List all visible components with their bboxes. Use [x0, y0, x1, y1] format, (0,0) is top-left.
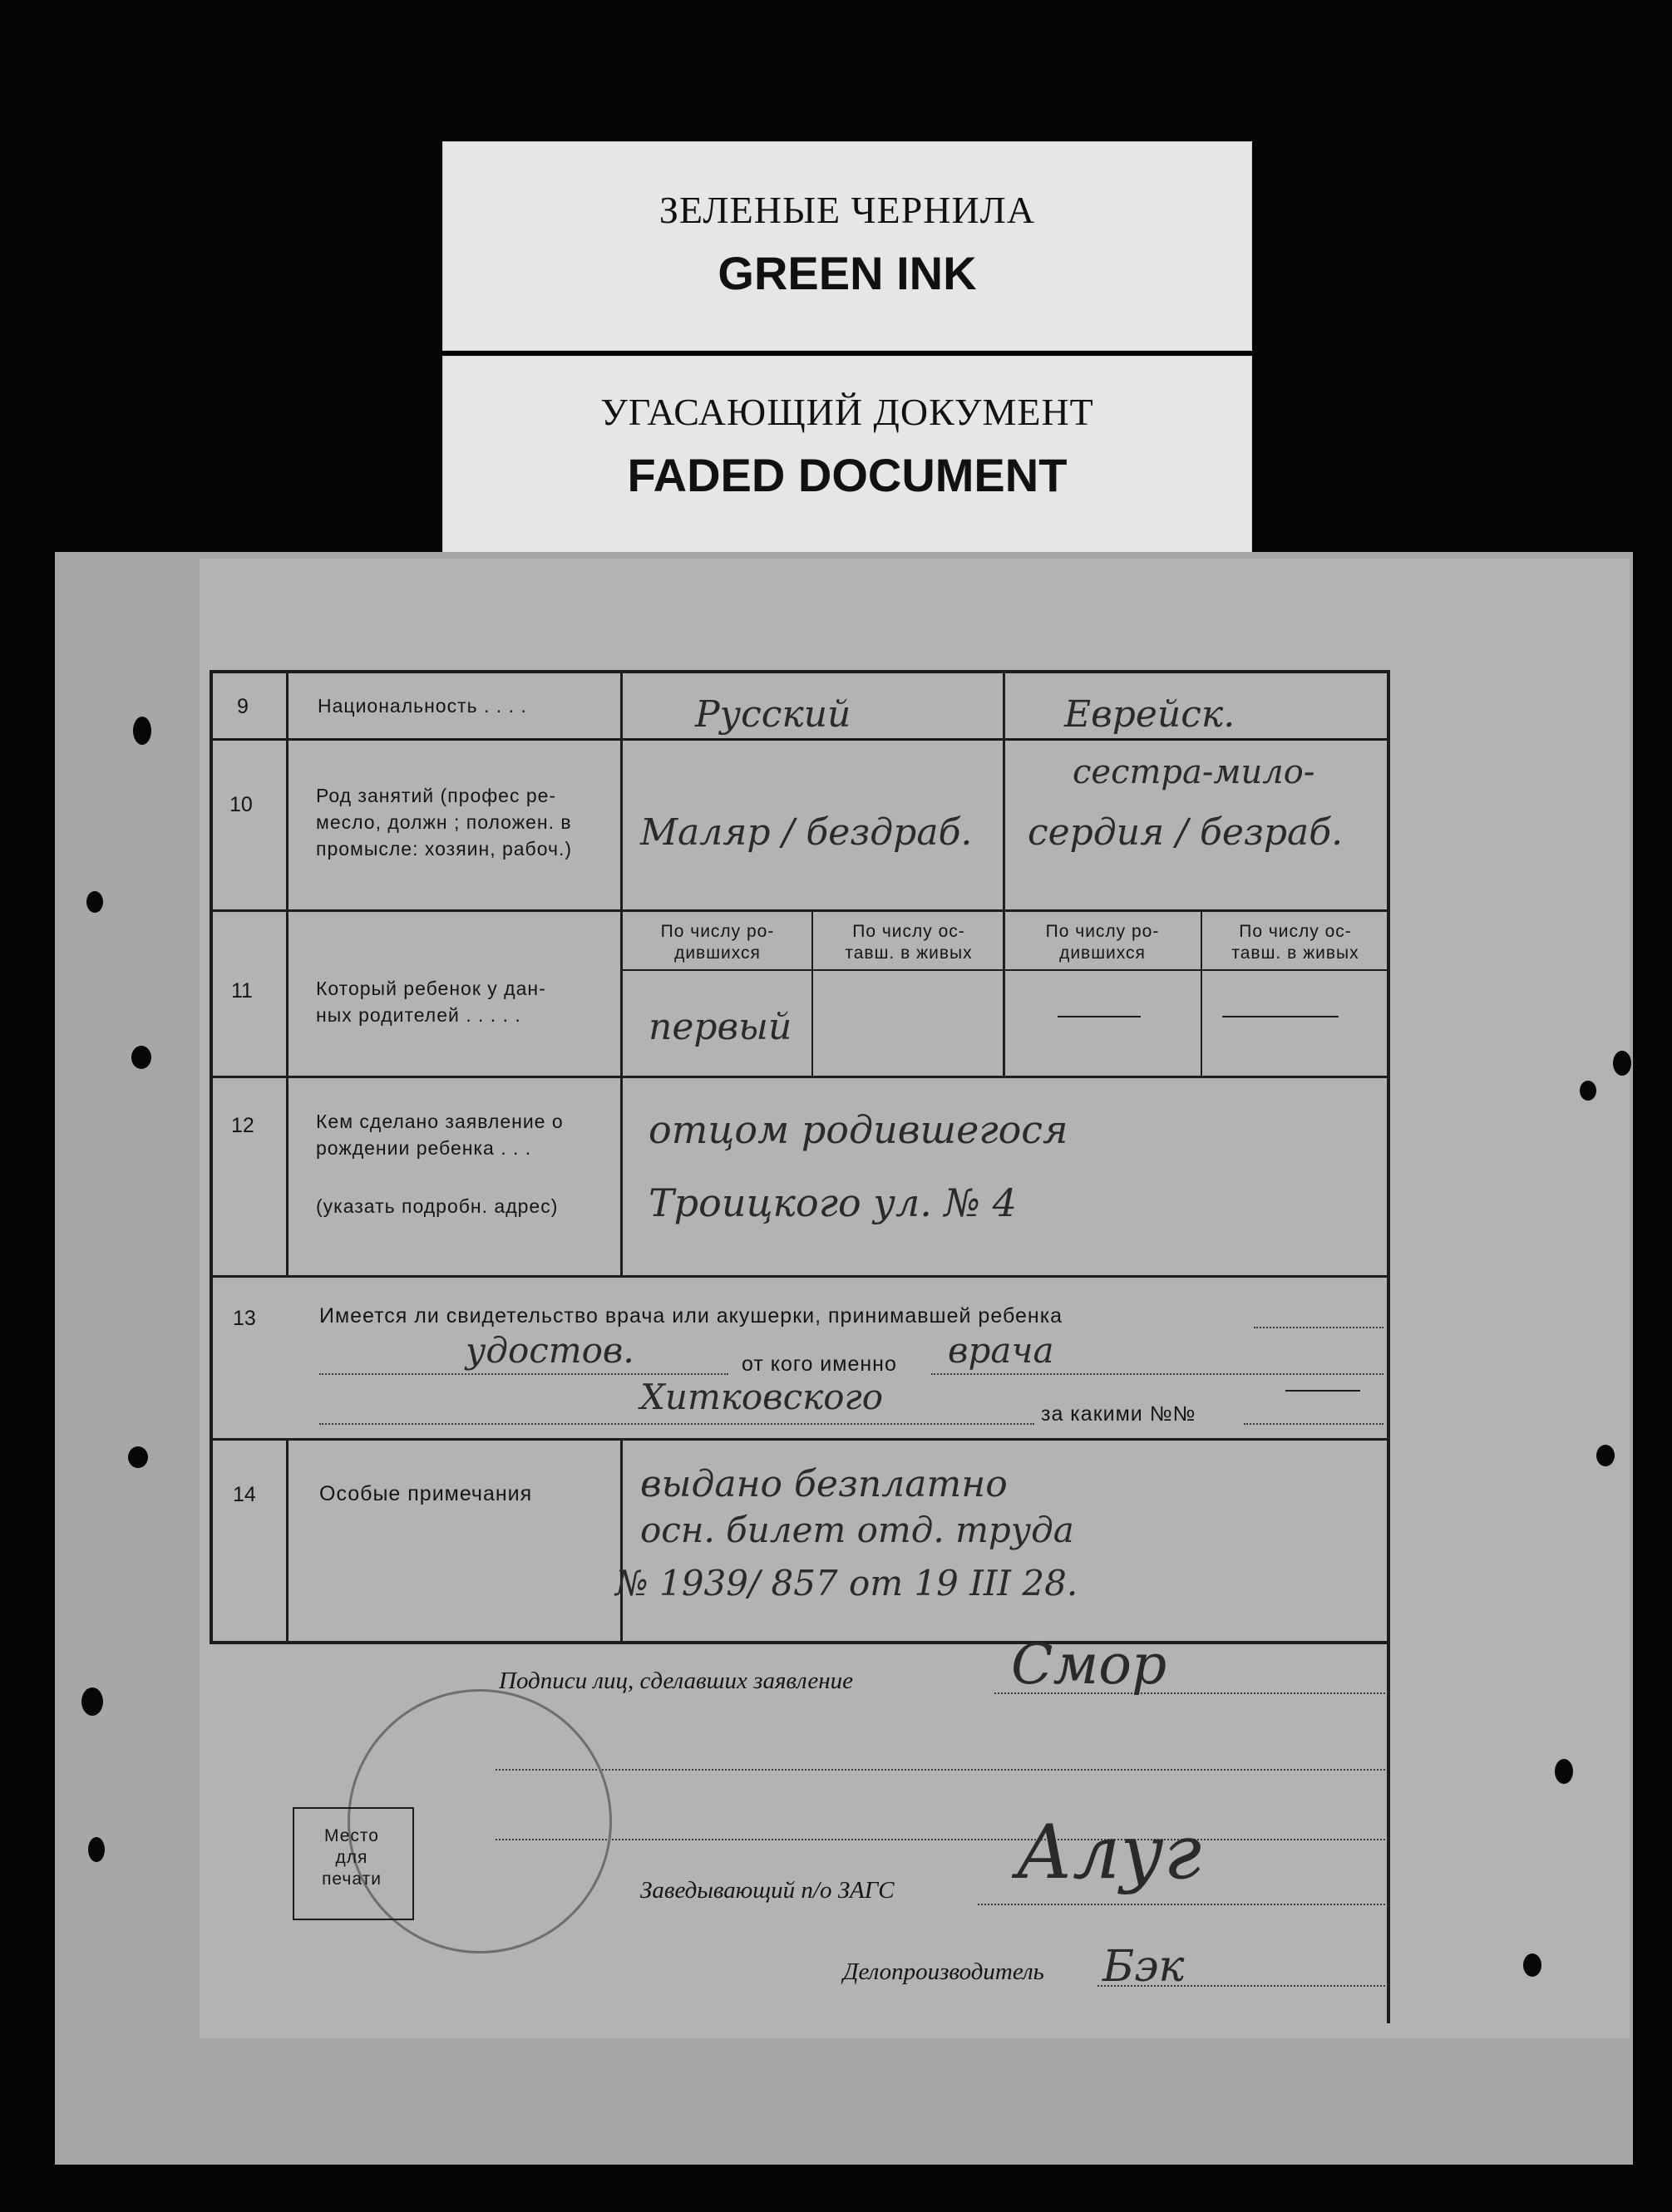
answer-dotted-line	[1254, 1327, 1383, 1328]
col-header-mother-born: По числу ро- дившихся	[1045, 922, 1160, 963]
punch-hole	[86, 891, 103, 913]
signature-dotted-line	[978, 1904, 1385, 1905]
father-nationality-value: Русский	[695, 693, 851, 736]
punch-hole	[1613, 1051, 1631, 1076]
row-number-11: 11	[231, 979, 253, 1003]
column-divider	[811, 909, 813, 1076]
row-number-14: 14	[233, 1483, 256, 1506]
column-divider	[1003, 670, 1005, 1077]
punch-hole	[131, 1046, 151, 1069]
green-ink-label-ru: ЗЕЛЕНЫЕ ЧЕРНИЛА	[658, 189, 1036, 231]
from-whom-label: от кого именно	[742, 1352, 897, 1376]
from-whom-value-2: Хитковского	[640, 1377, 883, 1417]
dash-mark	[1058, 1016, 1141, 1017]
punch-hole	[1580, 1081, 1596, 1101]
column-divider	[286, 670, 289, 1275]
declarant-label-line-1: Кем сделано заявление о	[316, 1111, 564, 1132]
special-notes-label: Особые примечания	[319, 1482, 533, 1505]
row-divider	[210, 1076, 1390, 1078]
child-order-label-line-1: Который ребенок у дан-	[316, 978, 546, 999]
faded-document-label-ru: УГАСАЮЩИЙ ДОКУМЕНТ	[600, 391, 1094, 433]
row-divider	[210, 1438, 1390, 1441]
mother-occupation-value-line-1: сестра-мило-	[1073, 753, 1315, 791]
answer-dotted-line	[931, 1373, 1383, 1375]
green-ink-label-card	[442, 141, 1252, 351]
table-border-bottom	[210, 1641, 1390, 1644]
certificate-answer-value: удостов.	[466, 1330, 634, 1371]
special-notes-line-2: осн. билет отд. труда	[640, 1510, 1074, 1550]
col-header-mother-living: По числу ос- тавш. в живых	[1231, 922, 1359, 963]
answer-dotted-line	[1244, 1423, 1383, 1425]
declarant-address-label: (указать подробн. адрес)	[316, 1195, 559, 1217]
special-notes-line-3: № 1939/ 857 от 19 III 28.	[615, 1563, 1078, 1604]
signature-dotted-line	[496, 1839, 1385, 1840]
row-divider	[210, 909, 1390, 912]
row-number-13: 13	[233, 1307, 256, 1330]
applicants-signature-label: Подписи лиц, сделавших заявление	[499, 1668, 854, 1694]
green-ink-label-en: GREEN INK	[718, 247, 977, 299]
answer-dotted-line	[319, 1423, 1034, 1425]
punch-hole	[81, 1687, 103, 1716]
dash-mark	[1222, 1016, 1339, 1017]
child-order-label-line-2: ных родителей . . . . .	[316, 1004, 521, 1026]
table-border-top	[210, 670, 1390, 673]
row-divider	[210, 738, 1390, 741]
column-divider	[620, 670, 623, 1275]
stamp-place-label: Место для печати	[322, 1826, 382, 1889]
col-header-father-born: По числу ро- дившихся	[660, 922, 775, 963]
from-whom-value: врача	[948, 1330, 1054, 1371]
declarant-address-value: Троицкого ул. № 4	[649, 1180, 1017, 1225]
medical-certificate-question: Имеется ли свидетельство врача или акушерки, принимавшей ребенка	[319, 1304, 1063, 1328]
declarant-value: отцом родившегося	[649, 1107, 1068, 1152]
row-11-header-divider	[622, 969, 1390, 971]
occupation-label-line-2: месло, должн ; положен. в	[316, 811, 572, 833]
signature-dotted-line	[496, 1769, 1385, 1771]
punch-hole	[88, 1837, 105, 1862]
page-border-right	[1387, 1641, 1390, 2023]
nationality-label: Национальность . . . .	[318, 695, 527, 717]
occupation-label-line-3: промысле: хозяин, рабоч.)	[316, 838, 573, 860]
occupation-label-line-1: Род занятий (профес ре-	[316, 785, 557, 806]
which-numbers-label: за какими №№	[1041, 1402, 1196, 1426]
zags-head-label: Заведывающий п/о ЗАГС	[640, 1877, 895, 1904]
row-divider	[210, 1275, 1390, 1278]
father-occupation-value: Маляр / бездраб.	[640, 811, 973, 854]
punch-hole	[1596, 1445, 1615, 1466]
punch-hole	[133, 717, 151, 745]
zags-head-signature: Алуг	[1016, 1809, 1202, 1896]
clerk-label: Делопроизводитель	[843, 1958, 1044, 1985]
answer-dotted-line	[319, 1373, 728, 1375]
declarant-label-line-2: рождении ребенка . . .	[316, 1137, 532, 1159]
dash-mark	[1285, 1390, 1360, 1392]
column-divider	[1201, 909, 1202, 1076]
row-number-12: 12	[231, 1114, 254, 1137]
row-number-10: 10	[229, 793, 253, 816]
column-divider	[620, 1438, 623, 1643]
faded-document-label-card	[442, 356, 1252, 559]
clerk-signature: Бэк	[1102, 1942, 1185, 1992]
punch-hole	[1555, 1759, 1573, 1784]
mother-occupation-value-line-2: сердия / безраб.	[1028, 811, 1344, 854]
col-header-father-living: По числу ос- тавш. в живых	[845, 922, 973, 963]
table-border-left	[210, 670, 213, 1644]
faded-document-label-en: FADED DOCUMENT	[627, 449, 1068, 501]
punch-hole	[1523, 1953, 1541, 1977]
column-divider	[286, 1438, 289, 1643]
table-border-right	[1387, 670, 1390, 1644]
special-notes-line-1: выдано безплатно	[640, 1463, 1008, 1505]
applicant-signature: Смор	[1011, 1633, 1167, 1697]
mother-nationality-value: Еврейск.	[1064, 693, 1236, 736]
row-number-9: 9	[237, 695, 249, 718]
child-order-value: первый	[649, 1006, 792, 1048]
punch-hole	[128, 1446, 148, 1468]
